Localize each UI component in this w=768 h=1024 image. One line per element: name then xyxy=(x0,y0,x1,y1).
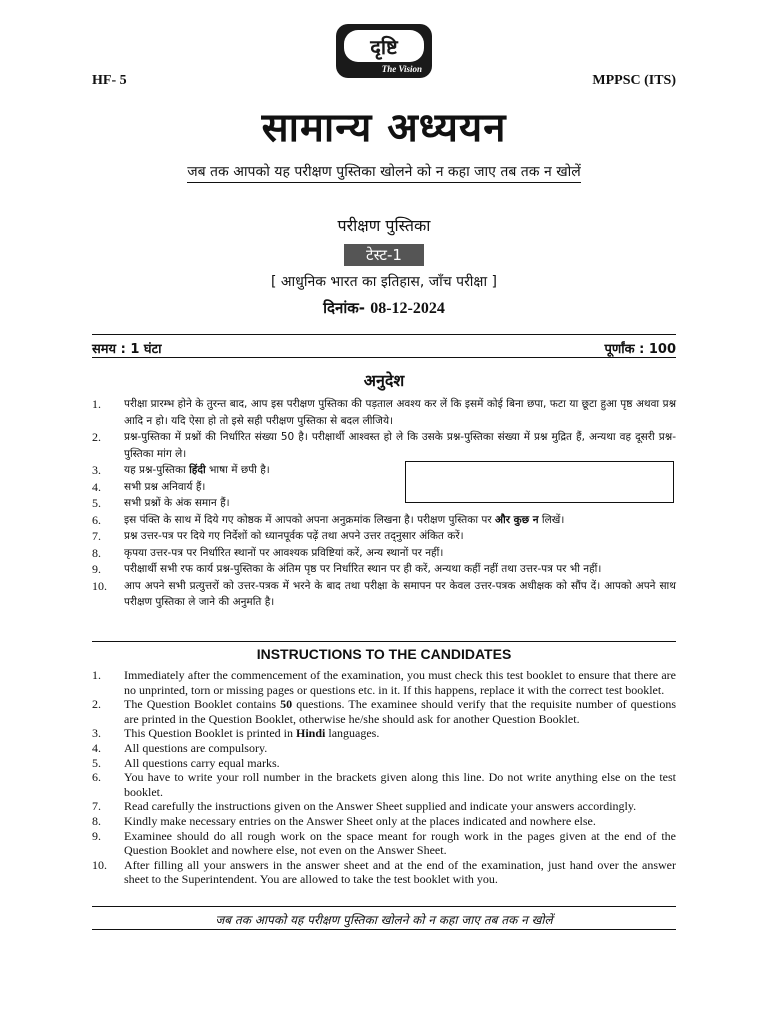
logo-text: दृष्टि xyxy=(344,30,424,62)
item-text: All questions are compulsory. xyxy=(124,740,268,755)
bold-text: Hindi xyxy=(296,726,326,741)
divider xyxy=(92,357,676,358)
list-item xyxy=(92,512,676,529)
item-number: 7. xyxy=(92,799,101,814)
date-value: 08-12-2024 xyxy=(370,300,445,317)
item-number: 1. xyxy=(92,397,101,411)
item-text: प्रश्न-पुस्तिका में प्रश्नों की निर्धारित संख्या 50 है। परीक्षार्थी आश्वस्त हो ले कि उसके प्रश्न-पुस्तिका संख्या में प्रश्न मुद्रित हैं, अन्यथा वह दूसरी प्रश्न-पुस्तिका मांग ले। xyxy=(124,431,676,460)
item-number: 6. xyxy=(92,512,101,527)
date-line xyxy=(0,298,768,318)
bold-text: 50 xyxy=(280,697,293,712)
page-title: सामान्य अध्ययन xyxy=(261,105,507,151)
list-item xyxy=(92,668,676,697)
list-item xyxy=(92,726,676,741)
list-item xyxy=(92,697,676,726)
item-text xyxy=(124,697,676,726)
english-instructions-heading: INSTRUCTIONS TO THE CANDIDATES xyxy=(256,646,512,662)
logo-tagline: The Vision xyxy=(381,64,422,74)
list-item xyxy=(92,396,676,429)
item-number: 3. xyxy=(92,726,101,741)
text-part: लिखें। xyxy=(538,513,565,526)
divider xyxy=(92,929,676,930)
item-number: 4. xyxy=(92,479,101,494)
text-part: इस पंक्ति के साथ में दिये गए कोष्ठक में आपको अपना अनुक्रमांक लिखना है। परीक्षण पुस्तिका पर xyxy=(124,513,495,526)
list-item xyxy=(92,770,676,799)
text-part: This Question Booklet is printed in xyxy=(124,726,296,741)
text-part: languages. xyxy=(325,726,380,741)
list-item xyxy=(92,799,676,814)
item-number: 5. xyxy=(92,755,101,770)
topic-line: [ आधुनिक भारत का इतिहास, जाँच परीक्षा ] xyxy=(270,274,498,290)
item-number: 2. xyxy=(92,430,101,444)
bold-text: हिंदी xyxy=(189,464,206,476)
date-label: दिनांक- xyxy=(323,299,365,317)
item-text xyxy=(124,512,676,529)
drishti-logo xyxy=(336,24,432,78)
bold-text: और कुछ न xyxy=(494,513,539,526)
text-part: The Question Booklet contains xyxy=(124,697,281,712)
item-text: Kindly make necessary entries on the Answer Sheet only at the places indicated and nowhere else. xyxy=(124,813,596,828)
divider xyxy=(92,641,676,642)
list-item xyxy=(92,561,676,578)
text-part: भाषा में छपी है। xyxy=(205,464,270,476)
text-part: यह प्रश्न-पुस्तिका xyxy=(124,464,190,476)
divider xyxy=(92,334,676,335)
hindi-instructions-heading: अनुदेश xyxy=(363,371,405,390)
item-number: 9. xyxy=(92,562,101,576)
item-text: You have to write your roll number in the brackets given along this line. Do not write anything else on the test booklet. xyxy=(124,770,676,799)
item-number: 4. xyxy=(92,740,101,755)
item-number: 9. xyxy=(92,828,101,843)
list-item xyxy=(92,545,676,562)
list-item xyxy=(92,829,676,858)
list-item xyxy=(92,858,676,887)
list-item xyxy=(92,578,676,611)
item-text: Read carefully the instructions given on the Answer Sheet supplied and indicate your answers accordingly. xyxy=(124,799,637,814)
test-badge: टेस्ट-1 xyxy=(344,244,424,266)
item-number: 1. xyxy=(92,668,101,682)
item-text: Examinee should do all rough work on the space meant for rough work in the pages given at the end of the Question Booklet and nowhere else, not even on the Answer Sheet. xyxy=(124,828,676,858)
item-text: प्रश्न उत्तर-पत्र पर दिये गए निर्देशों को ध्यानपूर्वक पढ़ें तथा अपने उत्तर तद्नुसार अंकित करें। xyxy=(124,530,464,542)
list-item xyxy=(92,741,676,756)
list-item xyxy=(92,528,676,545)
item-text: परीक्षा प्रारम्भ होने के तुरन्त बाद, आप इस परीक्षण पुस्तिका की पड़ताल अवश्य कर लें कि इसमें कोई बिना छपा, फटा या छूटा हुआ पृष्ठ अथवा प्रश्न आदि न हो। यदि ऐसा हो तो इसे सही परीक्षण पुस्तिका से बदल लीजिये। xyxy=(124,398,676,427)
item-number: 2. xyxy=(92,697,101,712)
item-text: कृपया उत्तर-पत्र पर निर्धारित स्थानों पर आवश्यक प्रविष्टियां करें, अन्य स्थानों पर नहीं। xyxy=(124,546,444,559)
text-part: questions. The examinee should verify that the requisite number of questions are printed in the Question Booklet, otherwise he/she should ask for another Question Booklet. xyxy=(124,697,676,726)
footer-warning: जब तक आपको यह परीक्षण पुस्तिका खोलने को न कहा जाए तब तक न खोलें xyxy=(215,913,553,927)
booklet-code: HF- 5 xyxy=(92,73,127,88)
item-text: After filling all your answers in the answer sheet and at the end of the examination, just hand over the answer sheet to the Superintendent. You are allowed to take the test booklet with you. xyxy=(124,857,676,887)
exam-code: MPPSC (ITS) xyxy=(592,73,676,88)
item-number: 10. xyxy=(92,857,107,872)
roll-number-box[interactable] xyxy=(405,461,674,503)
item-number: 3. xyxy=(92,463,101,477)
item-text: परीक्षार्थी सभी रफ कार्य प्रश्न-पुस्तिका के अंतिम पृष्ठ पर निर्धारित स्थान पर ही करें, अन्यथा कहीं नहीं तथा उत्तर-पत्र पर भी नहीं। xyxy=(124,563,602,575)
list-item xyxy=(92,429,676,462)
hindi-instructions-list xyxy=(92,396,676,611)
divider xyxy=(92,906,676,907)
item-number: 6. xyxy=(92,770,101,785)
item-number: 10. xyxy=(92,578,107,593)
item-number: 5. xyxy=(92,496,101,510)
item-text xyxy=(124,462,384,479)
item-text xyxy=(124,726,676,741)
item-text: All questions carry equal marks. xyxy=(124,755,280,770)
item-text: आप अपने सभी प्रत्युत्तरों को उत्तर-पत्रक में भरने के बाद तथा परीक्षा के समापन पर केवल उत्तर-पत्रक अधीक्षक को सौंप दें। आपको अपने साथ परीक्षण पुस्तिका ले जाने की अनुमति है। xyxy=(124,579,676,608)
item-number: 8. xyxy=(92,813,101,828)
item-number: 8. xyxy=(92,545,101,560)
time-info: समय : 1 घंटा xyxy=(92,342,162,357)
item-text: सभी प्रश्न अनिवार्य हैं। xyxy=(124,480,206,493)
marks-info: पूर्णांक : 100 xyxy=(604,342,676,357)
item-text: Immediately after the commencement of the examination, you must check this test booklet to ensure that there are no unprinted, torn or missing pages or questions etc. in it. If this happens, replace it with the correct test booklet. xyxy=(124,668,676,697)
do-not-open-warning xyxy=(0,162,768,181)
english-instructions-list xyxy=(92,668,676,887)
item-number: 7. xyxy=(92,529,101,543)
item-text: सभी प्रश्नों के अंक समान हैं। xyxy=(124,497,230,509)
list-item xyxy=(92,814,676,829)
booklet-label: परीक्षण पुस्तिका xyxy=(337,216,431,235)
list-item xyxy=(92,756,676,771)
warning-text: जब तक आपको यह परीक्षण पुस्तिका खोलने को न कहा जाए तब तक न खोलें xyxy=(187,164,581,183)
